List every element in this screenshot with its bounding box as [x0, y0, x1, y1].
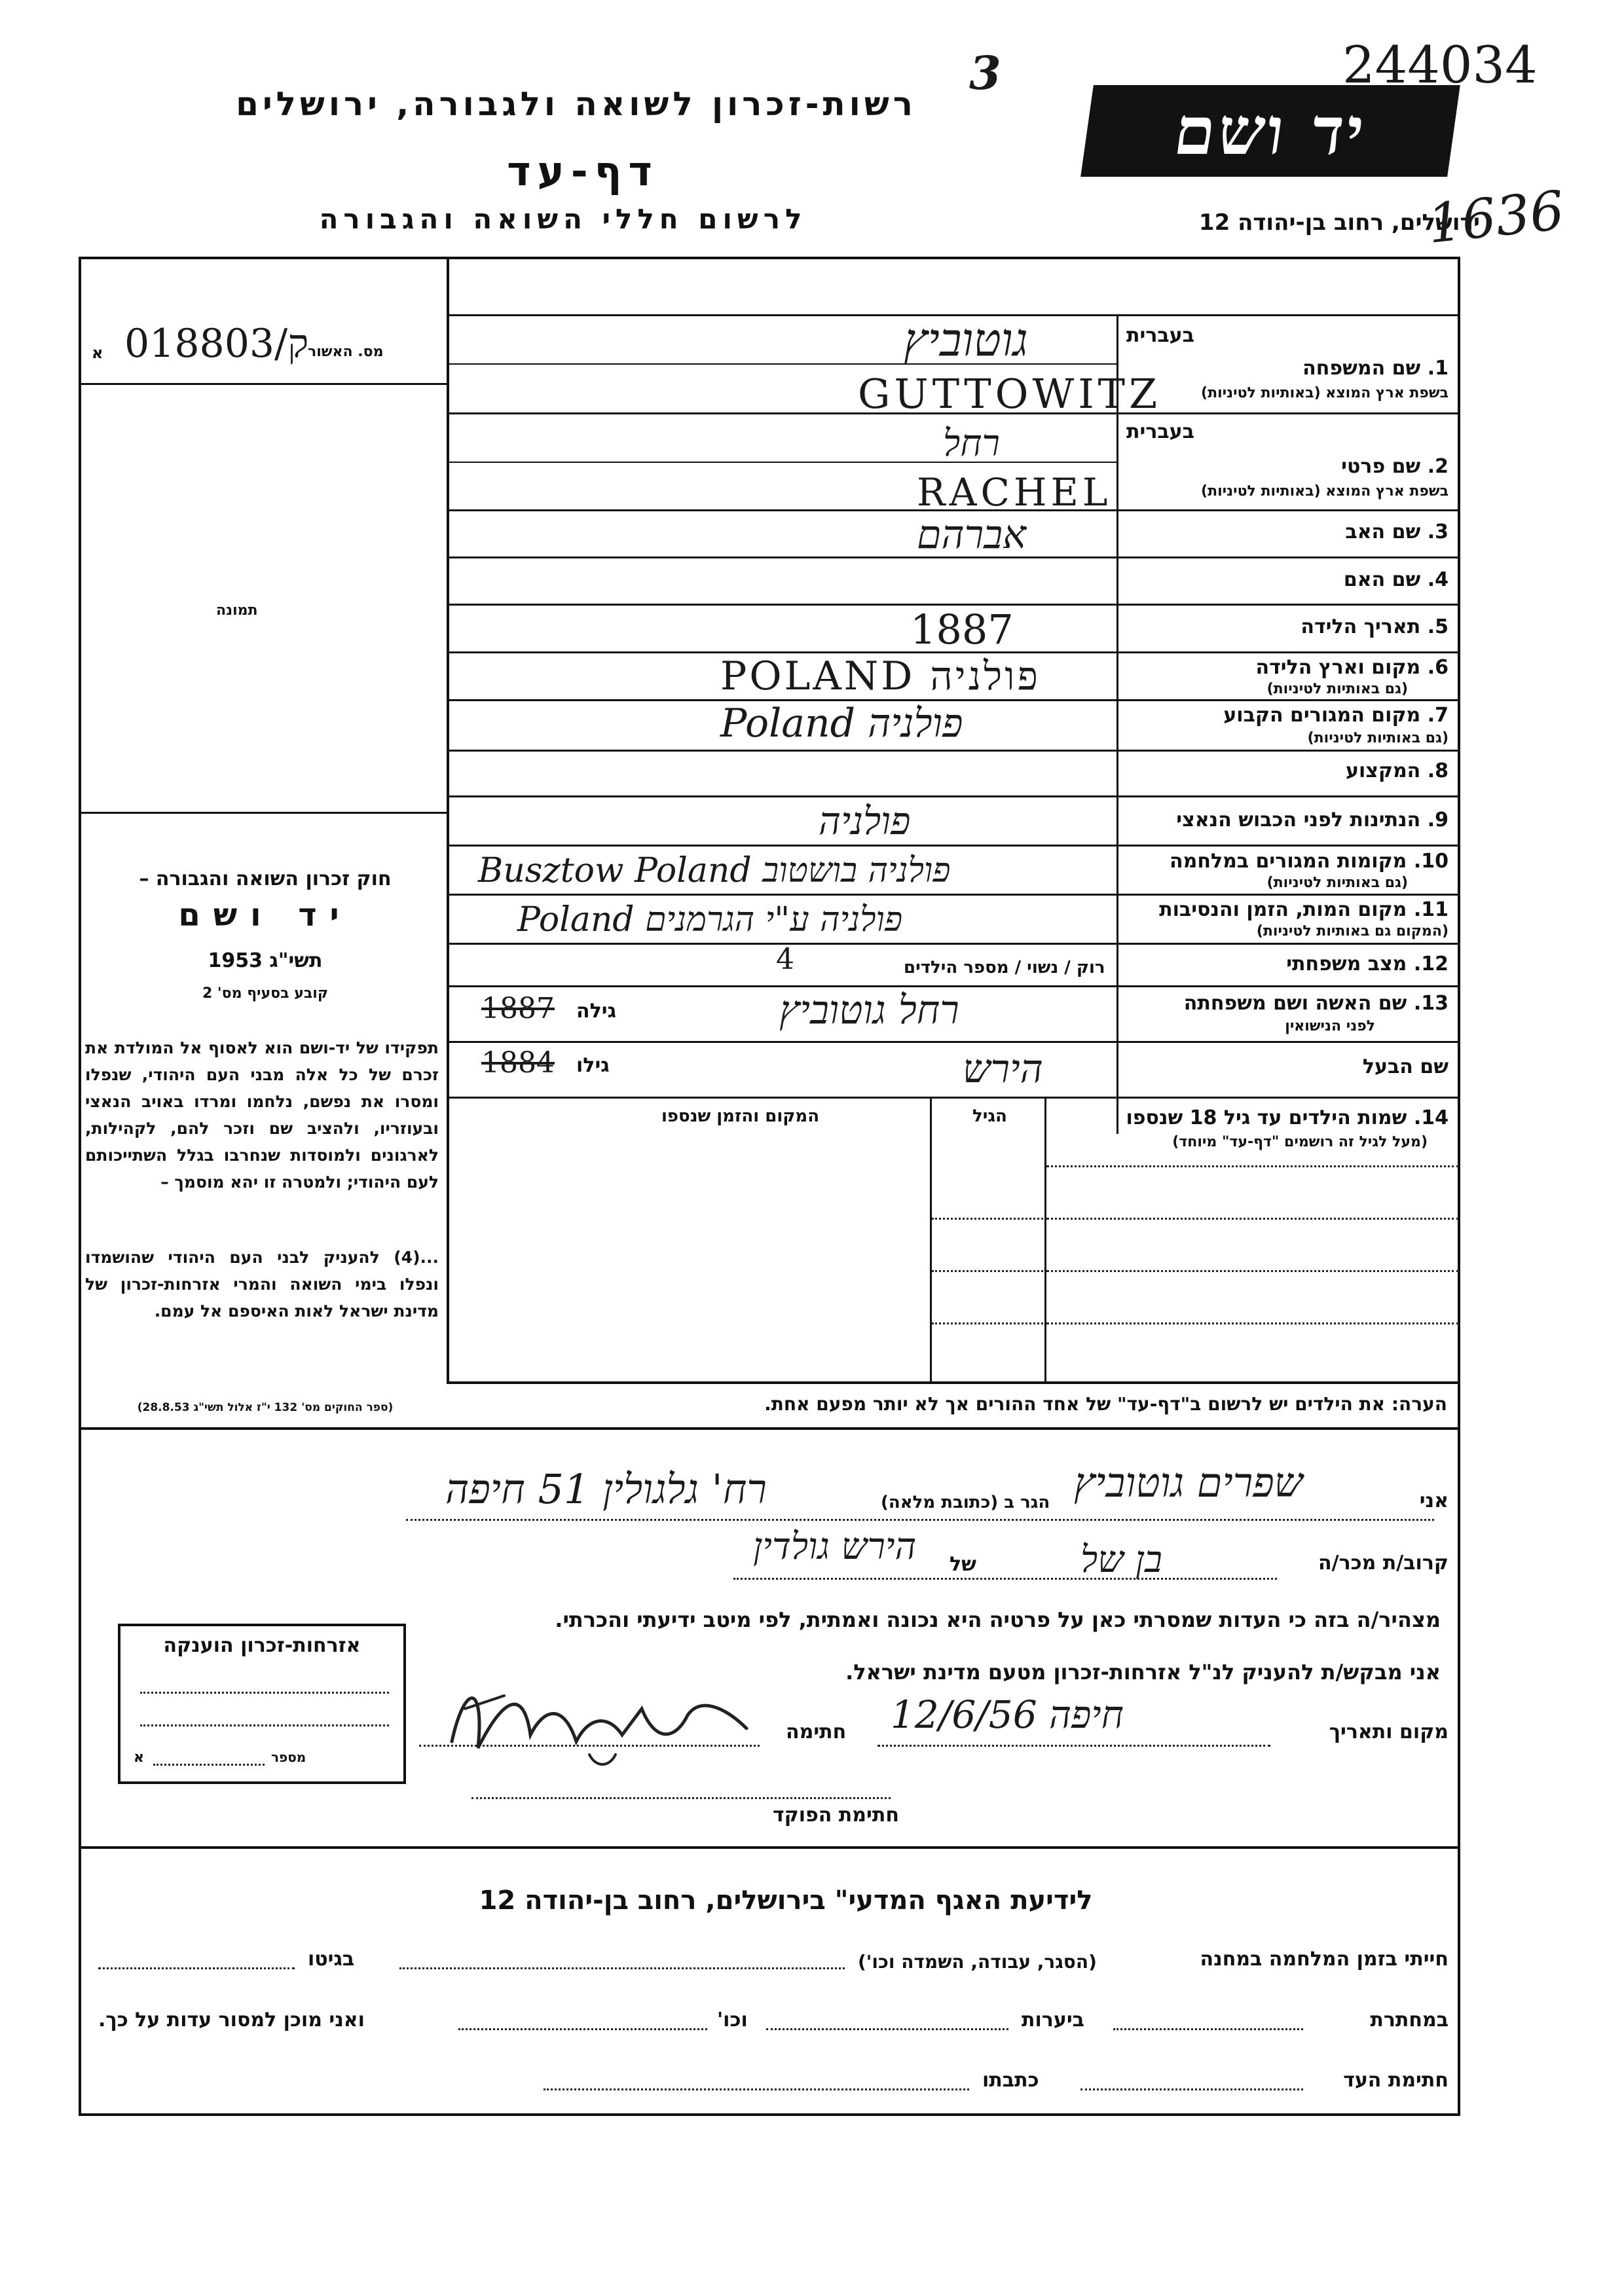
field-1-num: 1.	[1427, 357, 1449, 380]
decl-line1-value: שפרים גוטוביץ	[1074, 1459, 1303, 1506]
footer-line2-b: ביערות	[1022, 2009, 1084, 2032]
footer-line2-rule-1	[1113, 2028, 1303, 2030]
field-1-top-label: בעברית	[1126, 324, 1194, 347]
row-line-2	[447, 462, 1116, 463]
children-num: 14.	[1413, 1106, 1449, 1129]
field-1-text: שם המשפחה	[1302, 357, 1421, 380]
photo-label: תמונה	[216, 602, 258, 619]
children-text: שמות הילדים עד גיל 18 שנספו	[1126, 1106, 1407, 1129]
cert-suffix: א	[92, 344, 103, 362]
stamp-number-rule	[153, 1764, 265, 1766]
stamp-rule-1	[140, 1692, 389, 1694]
photo-bottom-line	[79, 812, 449, 814]
children-col-age: הגיל	[972, 1106, 1007, 1126]
decl-line3: מצהיר/ה בזה כי העדות שמסרתי כאן על פרטיה היא נכונה ואמתית, לפי מיטב ידיעתי והכרתי.	[555, 1607, 1441, 1632]
field-1-sub: בשפת ארץ המוצא (באותיות לטיניות)	[1201, 385, 1449, 401]
field-8-label	[1346, 759, 1449, 782]
field-3-value: אברהם	[917, 512, 1026, 558]
decl-signature-rule	[419, 1745, 760, 1747]
law-clause: קובע בסעיף מס' 2	[202, 985, 329, 1002]
decl-line1-rule	[406, 1519, 1434, 1521]
field-5-label	[1301, 615, 1449, 638]
field-4-text: שם האם	[1343, 568, 1421, 591]
footer-line3-a: חתימת העד	[1343, 2069, 1449, 2092]
field-2-top-label: בעברית	[1126, 420, 1194, 443]
handwritten-number-side: 1636	[1424, 179, 1568, 256]
husband-age-label: גילו	[576, 1054, 610, 1077]
field-13-age: 1887	[481, 992, 555, 1025]
stamp-title: אזרחות-זכרון הוענקה	[163, 1634, 361, 1657]
footer-line1-b: (הסגר, עבודה, השמדה וכו')	[858, 1951, 1097, 1973]
footer-top-line	[79, 1846, 1460, 1849]
husband-value: הירש	[963, 1046, 1043, 1092]
field-9-label	[1176, 809, 1449, 831]
signature-image	[426, 1669, 766, 1774]
row-line-8	[447, 795, 1460, 797]
decl-line1-label: אני	[1419, 1489, 1449, 1512]
footer-line2-rule-3	[458, 2028, 707, 2030]
handwritten-number-top: 244034	[1342, 36, 1538, 95]
authority-title: רשות-זכרון לשואה ולגבורה, ירושלים	[236, 85, 917, 123]
footer-title: לידיעת האגף המדעי" בירושלים, רחוב בן-יהודה 12	[479, 1886, 1093, 1916]
footer-line2-c: וכו'	[717, 2009, 748, 2032]
children-age-line-1	[932, 1218, 1043, 1220]
field-7-label	[1223, 704, 1449, 727]
field-12-mid-label: רוק / נשוי / מספר הילדים	[904, 958, 1105, 977]
field-3-text: שם האב	[1345, 520, 1421, 543]
children-age-line-2	[932, 1270, 1043, 1272]
field-8-text: המקצוע	[1345, 759, 1421, 782]
field-3-label	[1345, 520, 1449, 543]
field-6-num: 6.	[1427, 656, 1449, 679]
children-col-divider-1	[930, 1097, 932, 1381]
footer-line3-rule-1	[1080, 2088, 1303, 2090]
footer-line2-d: ואני מוכן למסור עדות על כך.	[98, 2009, 365, 2032]
field-2-text: שם פרטי	[1341, 455, 1421, 478]
field-7-sub: (גם באותיות לטיניות)	[1307, 730, 1449, 746]
field-5-value: 1887	[910, 606, 1014, 653]
footer-line1-rule-1	[399, 1967, 845, 1969]
footer-line3-rule-2	[544, 2088, 969, 2090]
field-6-text: מקום וארץ הלידה	[1255, 656, 1421, 679]
field-1-value-lat: GUTTOWITZ	[858, 370, 1162, 418]
form-title: דף-עד	[507, 147, 659, 195]
field-1-value-he: גוטוביץ	[904, 313, 1028, 367]
field-6-label	[1256, 656, 1449, 679]
law-text: תפקידו של יד-ושם הוא לאסוף אל המולדת את זכרם של כל אלה מבני העם היהודי, שנפלו ומסרו את נפשם, נלחמו ומרדו באויב הנאצי ובעוזריו, ולהציב שם וזכר להם, לקהילות, לארגונים ולמוסדות שנחרבו בגלל השתייכותם לעם היהודי; ולמטרה זו יהא מוסמך –	[85, 1038, 439, 1192]
cert-number: 018803/ק	[124, 321, 309, 367]
field-4-label	[1344, 568, 1449, 591]
field-7-num: 7.	[1427, 704, 1449, 727]
field-11-text: מקום המות, הזמן והנסיבות	[1159, 898, 1407, 921]
stamp-suffix: א	[134, 1749, 145, 1766]
law-title: חוק זכרון השואה והגבורה –	[139, 867, 392, 890]
decl-line2-name: הירש גולדין	[753, 1525, 917, 1568]
children-row-line-4	[1046, 1322, 1459, 1324]
footer-line1-c: בגיטו	[308, 1948, 355, 1971]
decl-line1-mid: הגר ב (כתובת מלאה)	[881, 1493, 1050, 1512]
field-12-value: 4	[776, 943, 794, 976]
footer-line1-rule-2	[98, 1967, 295, 1969]
note-top-line	[447, 1381, 1460, 1384]
field-10-value: Busztow Poland פולניה בושטוב	[478, 851, 951, 890]
decl-place-date-value: חיפה 12/6/56	[891, 1692, 1124, 1737]
law-source: (ספר החוקים מס' 132 י"ז אלול תשי"ג 28.8.53)	[137, 1401, 394, 1414]
signature-scribble	[426, 1669, 766, 1774]
field-2-label	[1341, 455, 1449, 478]
children-row-line-3	[1046, 1270, 1459, 1272]
field-2-sub: בשפת ארץ המוצא (באותיות לטיניות)	[1201, 483, 1449, 500]
field-7-value: Poland פולניה	[720, 701, 963, 746]
field-10-num: 10.	[1413, 850, 1449, 873]
field-12-num: 12.	[1413, 953, 1449, 975]
footer-line2-rule-2	[766, 2028, 1008, 2030]
note-text: הערה: את הילדים יש לרשום ב"דף-עד" של אחד ההורים אך לא יותר מפעם אחת.	[764, 1393, 1447, 1415]
footer-line3-b: כתבתו	[982, 2069, 1039, 2092]
children-sub: (מעל לגיל זה רושמים "דף-עד" מיוחד)	[1172, 1134, 1428, 1150]
decl-line2-label: קרוב/ת מכר/ה	[1318, 1552, 1449, 1575]
left-column-divider	[447, 257, 449, 1383]
cert-row-line	[79, 383, 449, 385]
footer-line1-a: חייתי בזמן המלחמה במחנה	[1200, 1948, 1449, 1971]
husband-age: 1884	[481, 1046, 555, 1080]
field-10-label	[1170, 850, 1449, 873]
field-10-sub: (גם באותיות לטיניות)	[1266, 875, 1408, 891]
stamp-rule-2	[140, 1724, 389, 1726]
law-text-2: ...(4) להעניק לבני העם היהודי שהושמדו ונפלו בימי השואה והמרי אזרחות-זכרון של מדינת ישראל לאות האיספם אל עמם.	[85, 1248, 439, 1321]
label-column-divider	[1116, 314, 1118, 1134]
children-col-divider-2	[1044, 1097, 1046, 1381]
cert-label: מס. האשור	[308, 344, 384, 360]
field-4-num: 4.	[1427, 568, 1449, 591]
field-12-text: מצב משפחתי	[1286, 953, 1407, 975]
field-10-text: מקומות המגורים במלחמה	[1170, 850, 1407, 873]
field-9-text: הנתינות לפני הכבוש הנאצי	[1176, 809, 1421, 831]
field-13-num: 13.	[1413, 992, 1449, 1015]
decl-line2-rule	[733, 1578, 1277, 1580]
row-line-9	[447, 845, 1460, 847]
note-bottom-line	[79, 1427, 1460, 1430]
field-13-sub: לפני הנישואין	[1285, 1018, 1375, 1034]
field-9-value: פולניה	[819, 799, 911, 843]
decl-line4: אני מבקש/ת להעניק לנ"ל אזרחות-זכרון מטעם מדינת ישראל.	[845, 1660, 1441, 1685]
field-6-sub: (גם באותיות לטיניות)	[1266, 681, 1408, 697]
address: ירושלים, רחוב בן-יהודה 12	[1198, 210, 1480, 236]
field-13-age-label: גילה	[576, 1000, 616, 1023]
husband-label: שם הבעל	[1362, 1055, 1449, 1078]
field-11-sub: (המקום גם באותיות לטיניות)	[1256, 923, 1449, 939]
children-label	[1126, 1106, 1449, 1129]
decl-official-rule	[471, 1797, 891, 1799]
children-row-line-1	[1046, 1165, 1459, 1167]
field-11-label	[1159, 898, 1449, 921]
footer-line2-a: במחתרת	[1370, 2009, 1449, 2032]
row-line-13	[447, 1041, 1460, 1043]
decl-line2-value: בן של	[1080, 1539, 1162, 1581]
field-11-value: Poland פולניה ע"י הגרמנים	[517, 900, 903, 939]
field-6-value: POLAND פולניה	[720, 653, 1041, 699]
field-2-value-he: רחל	[943, 422, 1000, 465]
decl-line2-of: של	[950, 1553, 976, 1576]
field-13-label	[1184, 992, 1449, 1015]
field-5-text: תאריך הלידה	[1301, 615, 1421, 638]
law-name: יד ושם	[178, 897, 352, 934]
field-1-label	[1302, 357, 1449, 380]
field-2-value-lat: RACHEL	[917, 470, 1112, 515]
row-line-11	[447, 943, 1460, 945]
yad-vashem-logo	[1080, 85, 1460, 177]
children-age-line-3	[932, 1322, 1043, 1324]
children-row-line-2	[1046, 1218, 1459, 1220]
field-3-num: 3.	[1427, 520, 1449, 543]
children-col-place: המקום והזמן שנספו	[661, 1106, 820, 1126]
row-line-husband	[447, 1097, 1460, 1099]
field-2-num: 2.	[1427, 455, 1449, 478]
field-13-value: רחל גוטוביץ	[779, 987, 959, 1033]
form-subtitle: לרשום חללי השואה והגבורה	[319, 203, 807, 235]
decl-place-date-rule	[877, 1745, 1270, 1747]
field-9-num: 9.	[1427, 809, 1449, 831]
row-line-10	[447, 894, 1460, 896]
decl-line1-addr: רח' גלגולין 51 חיפה	[445, 1465, 767, 1513]
field-7-text: מקום המגורים הקבוע	[1223, 704, 1421, 727]
decl-signature-label: חתימה	[786, 1721, 847, 1743]
field-11-num: 11.	[1413, 898, 1449, 921]
row-line-7	[447, 750, 1460, 752]
logo-text: יד ושם	[1169, 92, 1372, 170]
law-year: תשי"ג 1953	[208, 949, 323, 972]
handwritten-mark: 3	[969, 46, 1001, 100]
field-13-text: שם האשה ושם משפחתה	[1183, 992, 1407, 1015]
field-12-label	[1286, 953, 1449, 975]
decl-official-label: חתימת הפוקד	[773, 1804, 899, 1827]
decl-place-date-label: מקום ותאריך	[1329, 1721, 1449, 1743]
field-8-num: 8.	[1427, 759, 1449, 782]
field-5-num: 5.	[1427, 615, 1449, 638]
stamp-number-label: מספר	[271, 1749, 306, 1765]
stamp-box	[118, 1624, 406, 1784]
